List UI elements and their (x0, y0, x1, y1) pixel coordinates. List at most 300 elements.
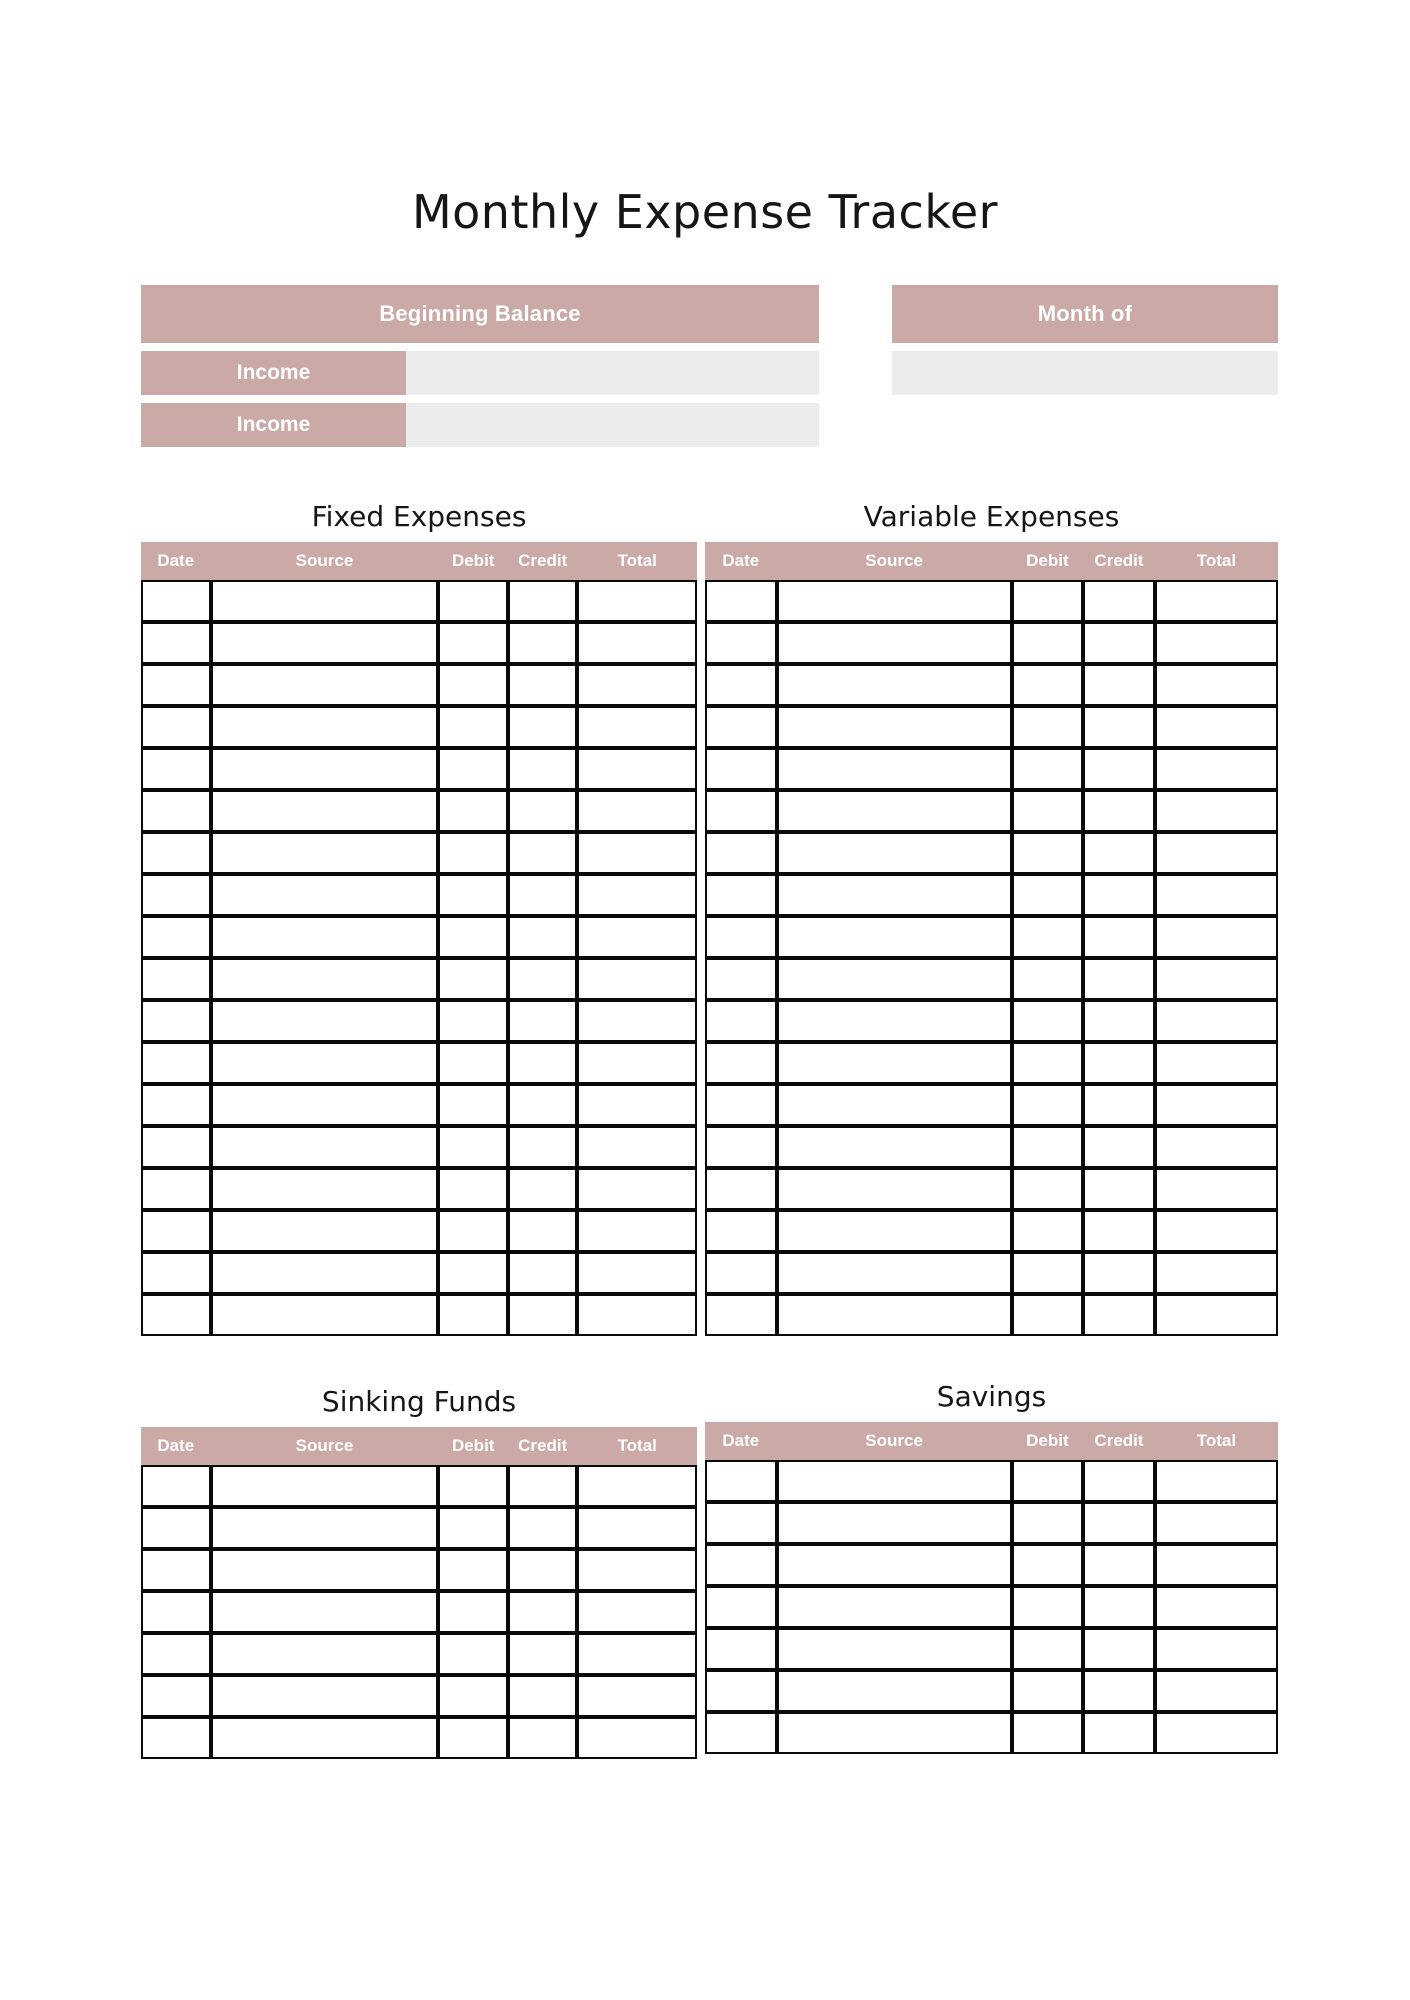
cell-date[interactable] (141, 706, 211, 748)
cell-credit[interactable] (508, 1465, 578, 1507)
cell-credit[interactable] (1083, 1460, 1155, 1502)
cell-credit[interactable] (1083, 622, 1155, 664)
cell-source[interactable] (211, 1000, 439, 1042)
cell-debit[interactable] (438, 1210, 508, 1252)
cell-debit[interactable] (1012, 1544, 1084, 1586)
cell-total[interactable] (577, 1126, 697, 1168)
cell-credit[interactable] (508, 1717, 578, 1759)
cell-date[interactable] (705, 1502, 777, 1544)
cell-credit[interactable] (1083, 1084, 1155, 1126)
cell-source[interactable] (777, 1712, 1012, 1754)
cell-credit[interactable] (508, 748, 578, 790)
cell-source[interactable] (211, 1465, 439, 1507)
cell-source[interactable] (211, 1168, 439, 1210)
cell-credit[interactable] (508, 1549, 578, 1591)
month-of-input[interactable] (892, 351, 1278, 395)
cell-source[interactable] (211, 622, 439, 664)
cell-total[interactable] (1155, 1586, 1278, 1628)
cell-total[interactable] (1155, 958, 1278, 1000)
cell-source[interactable] (777, 916, 1012, 958)
cell-source[interactable] (211, 916, 439, 958)
cell-debit[interactable] (438, 916, 508, 958)
table-row (141, 790, 697, 832)
cell-source[interactable] (777, 748, 1012, 790)
cell-date[interactable] (705, 874, 777, 916)
cell-date[interactable] (705, 1544, 777, 1586)
cell-debit[interactable] (1012, 1252, 1084, 1294)
table-title-variable-expenses: Variable Expenses (863, 500, 1120, 533)
cell-date[interactable] (705, 664, 777, 706)
cell-credit[interactable] (508, 832, 578, 874)
cell-total[interactable] (1155, 916, 1278, 958)
cell-total[interactable] (577, 1042, 697, 1084)
cell-credit[interactable] (508, 1633, 578, 1675)
cell-credit[interactable] (1083, 1126, 1155, 1168)
cell-total[interactable] (577, 748, 697, 790)
cell-debit[interactable] (1012, 664, 1084, 706)
cell-total[interactable] (1155, 874, 1278, 916)
cell-debit[interactable] (438, 1549, 508, 1591)
cell-credit[interactable] (508, 1042, 578, 1084)
cell-credit[interactable] (508, 580, 578, 622)
table-row (141, 1294, 697, 1336)
cell-debit[interactable] (1012, 622, 1084, 664)
cell-date[interactable] (705, 1460, 777, 1502)
cell-date[interactable] (141, 1633, 211, 1675)
cell-source[interactable] (777, 790, 1012, 832)
income-input-1[interactable] (406, 351, 819, 395)
cell-total[interactable] (1155, 1042, 1278, 1084)
cell-credit[interactable] (508, 1507, 578, 1549)
cell-total[interactable] (1155, 832, 1278, 874)
cell-total[interactable] (1155, 1252, 1278, 1294)
cell-total[interactable] (577, 1252, 697, 1294)
cell-total[interactable] (1155, 1544, 1278, 1586)
cell-total[interactable] (577, 958, 697, 1000)
cell-source[interactable] (777, 1252, 1012, 1294)
cell-credit[interactable] (508, 1168, 578, 1210)
cell-source[interactable] (777, 1168, 1012, 1210)
cell-debit[interactable] (438, 1000, 508, 1042)
table-body-variable-expenses (705, 580, 1278, 1336)
cell-total[interactable] (577, 1507, 697, 1549)
cell-source[interactable] (777, 1084, 1012, 1126)
cell-total[interactable] (1155, 1670, 1278, 1712)
cell-credit[interactable] (1083, 1502, 1155, 1544)
table-row (705, 748, 1278, 790)
column-header-source: Source (777, 542, 1012, 580)
cell-date[interactable] (141, 1549, 211, 1591)
cell-debit[interactable] (1012, 832, 1084, 874)
cell-source[interactable] (211, 1084, 439, 1126)
cell-source[interactable] (777, 1294, 1012, 1336)
cell-credit[interactable] (508, 916, 578, 958)
cell-date[interactable] (705, 916, 777, 958)
cell-date[interactable] (141, 958, 211, 1000)
cell-credit[interactable] (508, 790, 578, 832)
cell-credit[interactable] (1083, 832, 1155, 874)
cell-date[interactable] (141, 1000, 211, 1042)
cell-date[interactable] (705, 832, 777, 874)
cell-credit[interactable] (1083, 874, 1155, 916)
cell-credit[interactable] (1083, 664, 1155, 706)
cell-credit[interactable] (508, 1591, 578, 1633)
cell-date[interactable] (705, 1712, 777, 1754)
table-block-savings (705, 1380, 1278, 1754)
cell-date[interactable] (141, 622, 211, 664)
cell-total[interactable] (577, 1465, 697, 1507)
cell-debit[interactable] (438, 1507, 508, 1549)
cell-total[interactable] (577, 1591, 697, 1633)
cell-date[interactable] (705, 1294, 777, 1336)
cell-total[interactable] (1155, 664, 1278, 706)
table-body-savings (705, 1460, 1278, 1754)
cell-date[interactable] (141, 1294, 211, 1336)
cell-credit[interactable] (508, 1294, 578, 1336)
cell-debit[interactable] (438, 1717, 508, 1759)
cell-total[interactable] (577, 1633, 697, 1675)
cell-debit[interactable] (1012, 958, 1084, 1000)
table-row (705, 874, 1278, 916)
cell-source[interactable] (777, 1126, 1012, 1168)
balance-column (141, 285, 819, 447)
cell-debit[interactable] (1012, 1042, 1084, 1084)
cell-source[interactable] (777, 622, 1012, 664)
cell-date[interactable] (705, 706, 777, 748)
table-row (141, 1084, 697, 1126)
cell-credit[interactable] (1083, 1628, 1155, 1670)
cell-total[interactable] (1155, 1628, 1278, 1670)
cell-source[interactable] (211, 874, 439, 916)
cell-total[interactable] (577, 916, 697, 958)
cell-debit[interactable] (1012, 1502, 1084, 1544)
cell-debit[interactable] (1012, 1294, 1084, 1336)
column-header-total: Total (577, 542, 697, 580)
cell-source[interactable] (777, 706, 1012, 748)
cell-date[interactable] (705, 748, 777, 790)
column-header-date: Date (705, 1422, 777, 1460)
cell-source[interactable] (211, 790, 439, 832)
cell-credit[interactable] (1083, 1000, 1155, 1042)
cell-date[interactable] (141, 1717, 211, 1759)
cell-total[interactable] (1155, 1084, 1278, 1126)
cell-date[interactable] (141, 1507, 211, 1549)
column-header-date: Date (141, 542, 211, 580)
cell-debit[interactable] (438, 1591, 508, 1633)
cell-source[interactable] (211, 1294, 439, 1336)
cell-total[interactable] (577, 1549, 697, 1591)
cell-credit[interactable] (1083, 1168, 1155, 1210)
cell-source[interactable] (211, 706, 439, 748)
cell-total[interactable] (577, 1294, 697, 1336)
cell-source[interactable] (777, 1628, 1012, 1670)
cell-date[interactable] (141, 664, 211, 706)
cell-credit[interactable] (1083, 1042, 1155, 1084)
cell-date[interactable] (141, 1042, 211, 1084)
cell-total[interactable] (577, 664, 697, 706)
column-header-total: Total (1155, 542, 1278, 580)
cell-total[interactable] (1155, 580, 1278, 622)
cell-total[interactable] (1155, 1168, 1278, 1210)
table-row (141, 1126, 697, 1168)
table-row (705, 916, 1278, 958)
cell-source[interactable] (777, 1042, 1012, 1084)
cell-date[interactable] (705, 1000, 777, 1042)
cell-date[interactable] (141, 832, 211, 874)
cell-debit[interactable] (1012, 790, 1084, 832)
cell-date[interactable] (141, 1465, 211, 1507)
cell-debit[interactable] (438, 1252, 508, 1294)
income-label-1: Income (141, 351, 406, 395)
table-row (141, 664, 697, 706)
cell-source[interactable] (777, 958, 1012, 1000)
cell-source[interactable] (211, 1633, 439, 1675)
cell-source[interactable] (211, 1252, 439, 1294)
cell-debit[interactable] (1012, 1628, 1084, 1670)
cell-date[interactable] (141, 916, 211, 958)
table-title-sinking-funds: Sinking Funds (321, 1385, 517, 1418)
cell-credit[interactable] (1083, 706, 1155, 748)
table-row (705, 1502, 1278, 1544)
cell-date[interactable] (705, 1252, 777, 1294)
cell-credit[interactable] (508, 1210, 578, 1252)
cell-source[interactable] (777, 874, 1012, 916)
cell-credit[interactable] (1083, 790, 1155, 832)
cell-debit[interactable] (1012, 706, 1084, 748)
cell-credit[interactable] (1083, 1712, 1155, 1754)
cell-date[interactable] (705, 1126, 777, 1168)
table-row (141, 1675, 697, 1717)
cell-total[interactable] (577, 1084, 697, 1126)
cell-source[interactable] (777, 1460, 1012, 1502)
cell-date[interactable] (141, 1126, 211, 1168)
cell-credit[interactable] (508, 1084, 578, 1126)
cell-date[interactable] (705, 622, 777, 664)
cell-source[interactable] (211, 1549, 439, 1591)
cell-date[interactable] (141, 790, 211, 832)
cell-date[interactable] (705, 580, 777, 622)
cell-total[interactable] (577, 790, 697, 832)
table-row (705, 1210, 1278, 1252)
cell-total[interactable] (577, 1210, 697, 1252)
cell-date[interactable] (705, 1210, 777, 1252)
cell-debit[interactable] (438, 1084, 508, 1126)
column-header-source: Source (211, 542, 439, 580)
cell-debit[interactable] (438, 874, 508, 916)
cell-credit[interactable] (508, 664, 578, 706)
cell-credit[interactable] (1083, 748, 1155, 790)
cell-source[interactable] (211, 832, 439, 874)
cell-total[interactable] (577, 1168, 697, 1210)
cell-debit[interactable] (438, 790, 508, 832)
cell-debit[interactable] (438, 1294, 508, 1336)
cell-total[interactable] (577, 1717, 697, 1759)
cell-debit[interactable] (1012, 1126, 1084, 1168)
cell-date[interactable] (141, 1591, 211, 1633)
cell-total[interactable] (577, 832, 697, 874)
table-row (705, 622, 1278, 664)
cell-date[interactable] (141, 580, 211, 622)
cell-total[interactable] (1155, 1460, 1278, 1502)
table-row (141, 580, 697, 622)
cell-total[interactable] (1155, 790, 1278, 832)
table-header-savings (705, 1422, 1278, 1460)
cell-debit[interactable] (438, 1465, 508, 1507)
cell-source[interactable] (777, 1000, 1012, 1042)
cell-source[interactable] (777, 664, 1012, 706)
cell-source[interactable] (211, 1126, 439, 1168)
cell-source[interactable] (211, 1042, 439, 1084)
table-body-fixed-expenses (141, 580, 697, 1336)
cell-total[interactable] (1155, 622, 1278, 664)
cell-debit[interactable] (438, 706, 508, 748)
cell-debit[interactable] (438, 664, 508, 706)
cell-credit[interactable] (508, 1252, 578, 1294)
cell-credit[interactable] (1083, 1252, 1155, 1294)
cell-date[interactable] (705, 1628, 777, 1670)
cell-date[interactable] (705, 790, 777, 832)
cell-date[interactable] (141, 1252, 211, 1294)
cell-debit[interactable] (438, 748, 508, 790)
table-row (705, 1252, 1278, 1294)
column-header-date: Date (141, 1427, 211, 1465)
cell-date[interactable] (705, 1586, 777, 1628)
cell-source[interactable] (211, 958, 439, 1000)
cell-credit[interactable] (1083, 1210, 1155, 1252)
cell-debit[interactable] (438, 1168, 508, 1210)
cell-source[interactable] (777, 832, 1012, 874)
table-row (141, 916, 697, 958)
cell-total[interactable] (1155, 1126, 1278, 1168)
table-row (141, 1633, 697, 1675)
cell-credit[interactable] (1083, 580, 1155, 622)
cell-credit[interactable] (508, 1675, 578, 1717)
cell-source[interactable] (777, 1670, 1012, 1712)
cell-total[interactable] (1155, 1000, 1278, 1042)
summary-section (141, 285, 1278, 475)
table-row (705, 958, 1278, 1000)
cell-total[interactable] (1155, 748, 1278, 790)
cell-date[interactable] (705, 1168, 777, 1210)
cell-credit[interactable] (508, 1000, 578, 1042)
cell-source[interactable] (777, 1502, 1012, 1544)
cell-credit[interactable] (508, 958, 578, 1000)
cell-source[interactable] (211, 1591, 439, 1633)
cell-debit[interactable] (438, 622, 508, 664)
cell-date[interactable] (141, 1210, 211, 1252)
cell-source[interactable] (211, 580, 439, 622)
cell-total[interactable] (1155, 1210, 1278, 1252)
cell-total[interactable] (577, 706, 697, 748)
cell-credit[interactable] (1083, 916, 1155, 958)
table-header-fixed-expenses (141, 542, 697, 580)
cell-debit[interactable] (1012, 748, 1084, 790)
table-row (705, 1628, 1278, 1670)
cell-source[interactable] (211, 1717, 439, 1759)
cell-debit[interactable] (438, 1042, 508, 1084)
cell-debit[interactable] (438, 1126, 508, 1168)
cell-total[interactable] (577, 622, 697, 664)
cell-debit[interactable] (1012, 1168, 1084, 1210)
cell-date[interactable] (141, 1675, 211, 1717)
cell-debit[interactable] (1012, 1210, 1084, 1252)
cell-debit[interactable] (438, 832, 508, 874)
table-row (705, 706, 1278, 748)
cell-debit[interactable] (1012, 1084, 1084, 1126)
cell-source[interactable] (777, 1210, 1012, 1252)
column-header-credit: Credit (508, 1427, 578, 1465)
cell-credit[interactable] (1083, 1544, 1155, 1586)
cell-debit[interactable] (438, 1675, 508, 1717)
cell-date[interactable] (705, 1084, 777, 1126)
income-label-2: Income (141, 403, 406, 447)
cell-credit[interactable] (1083, 1670, 1155, 1712)
cell-source[interactable] (777, 1544, 1012, 1586)
cell-source[interactable] (211, 1507, 439, 1549)
cell-source[interactable] (777, 1586, 1012, 1628)
cell-debit[interactable] (438, 580, 508, 622)
cell-total[interactable] (577, 580, 697, 622)
table-header-variable-expenses (705, 542, 1278, 580)
cell-credit[interactable] (1083, 1586, 1155, 1628)
cell-debit[interactable] (1012, 1460, 1084, 1502)
cell-credit[interactable] (508, 706, 578, 748)
cell-debit[interactable] (1012, 916, 1084, 958)
cell-credit[interactable] (508, 874, 578, 916)
cell-debit[interactable] (1012, 1712, 1084, 1754)
table-row (141, 1591, 697, 1633)
cell-credit[interactable] (1083, 1294, 1155, 1336)
cell-total[interactable] (577, 874, 697, 916)
cell-source[interactable] (211, 1210, 439, 1252)
cell-date[interactable] (141, 1084, 211, 1126)
table-row (705, 1460, 1278, 1502)
cell-date[interactable] (141, 1168, 211, 1210)
column-header-total: Total (1155, 1422, 1278, 1460)
cell-total[interactable] (1155, 706, 1278, 748)
cell-source[interactable] (211, 664, 439, 706)
column-header-debit: Debit (1012, 1422, 1084, 1460)
cell-debit[interactable] (1012, 1670, 1084, 1712)
cell-date[interactable] (705, 958, 777, 1000)
table-row (141, 1000, 697, 1042)
table-row (705, 1000, 1278, 1042)
cell-date[interactable] (141, 748, 211, 790)
cell-total[interactable] (577, 1675, 697, 1717)
cell-total[interactable] (1155, 1502, 1278, 1544)
cell-total[interactable] (577, 1000, 697, 1042)
cell-debit[interactable] (438, 1633, 508, 1675)
cell-source[interactable] (211, 1675, 439, 1717)
cell-debit[interactable] (1012, 874, 1084, 916)
cell-source[interactable] (777, 580, 1012, 622)
cell-date[interactable] (705, 1670, 777, 1712)
cell-date[interactable] (705, 1042, 777, 1084)
cell-total[interactable] (1155, 1712, 1278, 1754)
cell-credit[interactable] (508, 622, 578, 664)
cell-debit[interactable] (1012, 1586, 1084, 1628)
column-header-source: Source (211, 1427, 439, 1465)
cell-date[interactable] (141, 874, 211, 916)
cell-debit[interactable] (438, 958, 508, 1000)
cell-credit[interactable] (508, 1126, 578, 1168)
income-input-2[interactable] (406, 403, 819, 447)
cell-debit[interactable] (1012, 580, 1084, 622)
cell-credit[interactable] (1083, 958, 1155, 1000)
cell-total[interactable] (1155, 1294, 1278, 1336)
cell-debit[interactable] (1012, 1000, 1084, 1042)
cell-source[interactable] (211, 748, 439, 790)
